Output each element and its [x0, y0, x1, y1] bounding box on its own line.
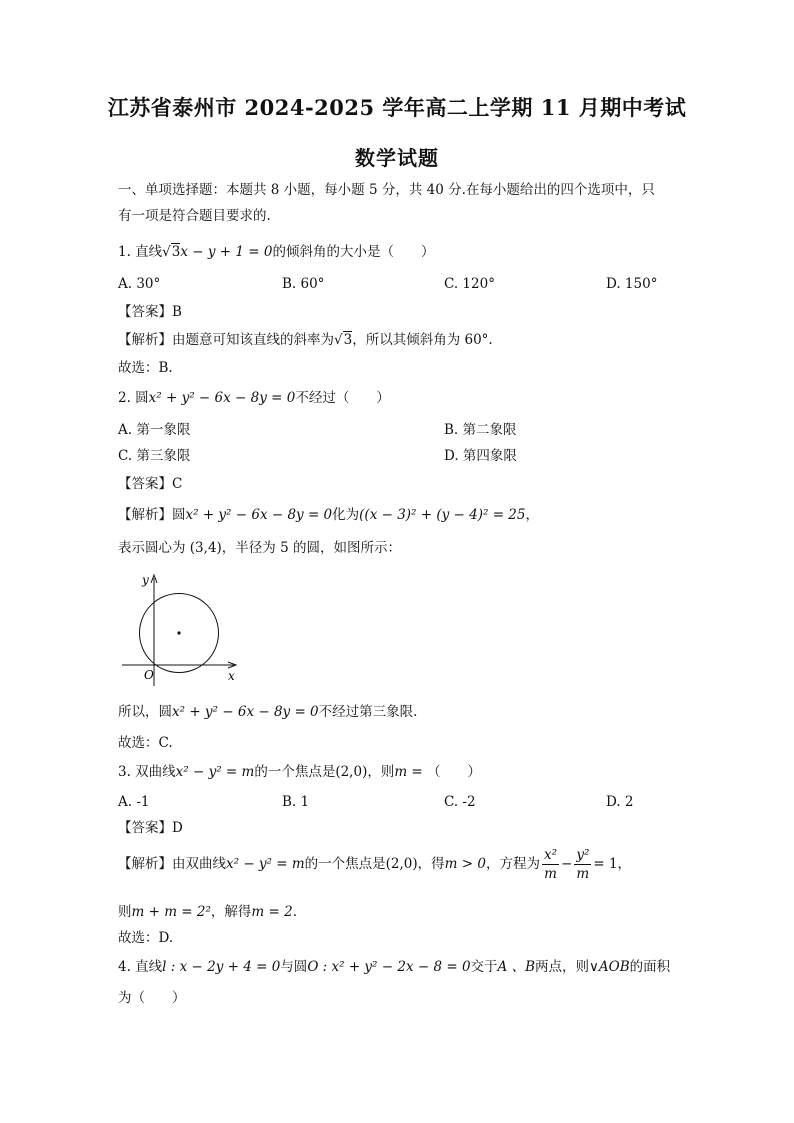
q3-analysis-get: ，得	[417, 856, 445, 872]
q3-option-c: C. -2	[444, 794, 476, 810]
q4-triangle: ∨AOB	[589, 959, 630, 975]
q2-answer: 【答案】C	[118, 476, 183, 492]
q2-analysis	[118, 505, 539, 525]
q4-prefix: 4. 直线	[118, 959, 163, 975]
q2-analysis-line2: 表示圆心为 (3,4)，半径为 5 的圆，如图所示：	[118, 540, 401, 556]
q3-analysis-end: = 1，	[593, 856, 632, 872]
q4-points: A 、B	[497, 959, 536, 975]
q3-answer: 【答案】D	[118, 820, 183, 836]
q1-suffix: 的倾斜角的大小是（ ）	[272, 244, 435, 260]
x-axis-label: x	[228, 669, 235, 683]
q4-circle-eq: O : x² + y² − 2x − 8 = 0	[307, 959, 471, 975]
q1-answer: 【答案】B	[118, 304, 182, 320]
question-2	[118, 388, 390, 408]
q1-equation: x − y + 1 = 0	[180, 244, 273, 260]
q4-mid: 与圆	[280, 959, 308, 975]
q3-analysis: 【解析】由双曲线x² − y² = m的一个焦点是(2,0)，得m > 0，方程为 $\frac{\text{x²}}{m}$ − $\frac{\text{y²}}{m}$ = 1，	[118, 847, 632, 882]
q2-conclusion-eq: x² + y² − 6x − 8y = 0	[172, 704, 319, 720]
question-4	[118, 957, 670, 977]
q2-option-b: B. 第二象限	[444, 422, 517, 438]
q2-equation: x² + y² − 6x − 8y = 0	[148, 390, 296, 406]
q2-option-d: D. 第四象限	[444, 448, 517, 464]
q3-line2-end: .	[292, 904, 297, 920]
q1-analysis-suffix: ，所以其倾斜角为 60°.	[352, 332, 493, 348]
q2-conclusion-suffix: 不经过第三象限.	[318, 704, 418, 720]
q2-conclusion-prefix: 所以，圆	[118, 704, 172, 720]
q3-option-a: A. -1	[118, 794, 150, 810]
q1-choose: 故选：B.	[118, 360, 173, 376]
question-3	[118, 762, 481, 782]
sqrt3-symbol: √3	[162, 244, 181, 260]
q3-analysis-point: (2,0)	[385, 856, 418, 872]
q1-analysis	[118, 330, 493, 350]
q3-analysis-eqn: ，方程为	[485, 856, 540, 872]
q3-mid: 的一个焦点是	[254, 764, 336, 780]
q2-option-c: C. 第三象限	[118, 448, 191, 464]
origin-label: O	[144, 668, 154, 682]
q3-prefix: 3. 双曲线	[118, 764, 176, 780]
q1-option-a: A. 30°	[118, 276, 161, 292]
q2-analysis-eq: x² + y² − 6x − 8y = 0	[185, 507, 333, 523]
q4-suffix: 交于	[470, 959, 498, 975]
page-subtitle: 数学试题	[355, 146, 439, 170]
q2-conclusion	[118, 702, 417, 722]
q3-line2-prefix: 则	[118, 904, 132, 920]
q1-prefix: 1. 直线	[118, 244, 163, 260]
fraction-y2-over-m: $\frac{\text{y²}}{m}$	[576, 847, 590, 882]
q3-line2-res: m = 2	[251, 904, 293, 920]
q3-analysis-prefix: 【解析】由双曲线	[118, 856, 226, 872]
q1-option-b: B. 60°	[282, 276, 325, 292]
q2-analysis-end: ，	[525, 507, 539, 523]
q2-analysis-prefix: 【解析】圆	[118, 507, 186, 523]
q3-option-b: B. 1	[282, 794, 310, 810]
q2-prefix: 2. 圆	[118, 390, 149, 406]
q4-end: 的面积	[629, 959, 671, 975]
q2-suffix: 不经过（ ）	[295, 390, 390, 406]
circle-figure	[118, 570, 248, 690]
q3-paren: （ ）	[427, 764, 482, 780]
y-axis-label: y	[142, 573, 149, 587]
section-instructions-line1: 一、单项选择题：本题共 8 小题，每小题 5 分，共 40 分.在每小题给出的四个选项中，只	[118, 182, 655, 198]
q3-analysis-equation: x² − y² = m	[226, 856, 305, 872]
q2-analysis-eq2: ((x − 3)² + (y − 4)² = 25	[359, 507, 526, 523]
section-instructions-line2: 有一项是符合题目要求的.	[118, 208, 271, 224]
q2-analysis-mid: 化为	[332, 507, 360, 523]
q3-point: (2,0)	[335, 764, 368, 780]
q2-choose: 故选：C.	[118, 735, 173, 751]
fraction-x2-over-m: $\frac{\text{x²}}{m}$	[543, 847, 557, 882]
q4-line-eq: l : x − 2y + 4 = 0	[162, 959, 281, 975]
q3-analysis-cond: m > 0	[444, 856, 486, 872]
q1-analysis-prefix: 【解析】由题意可知该直线的斜率为	[118, 332, 334, 348]
q1-option-d: D. 150°	[606, 276, 658, 292]
q3-m-eq: m =	[394, 764, 428, 780]
q2-option-a: A. 第一象限	[118, 422, 191, 438]
q4-tail: 两点，则	[535, 959, 590, 975]
circle-center-point	[177, 631, 180, 634]
q3-choose: 故选：D.	[118, 930, 174, 946]
question-1	[118, 242, 434, 262]
q3-option-d: D. 2	[606, 794, 634, 810]
page-title: 江苏省泰州市 2024-2025 学年高二上学期 11 月期中考试	[107, 95, 687, 120]
q3-analysis-line2	[118, 902, 297, 922]
q3-suffix: ，则	[367, 764, 395, 780]
q4-line2: 为（ ）	[118, 990, 186, 1006]
q3-analysis-mid: 的一个焦点是	[304, 856, 386, 872]
q3-line2-mid: ，解得	[210, 904, 252, 920]
q1-option-c: C. 120°	[444, 276, 495, 292]
sqrt3-symbol: √3	[334, 332, 353, 348]
q3-equation: x² − y² = m	[175, 764, 255, 780]
q3-line2-eq: m + m = 2²	[131, 904, 211, 920]
